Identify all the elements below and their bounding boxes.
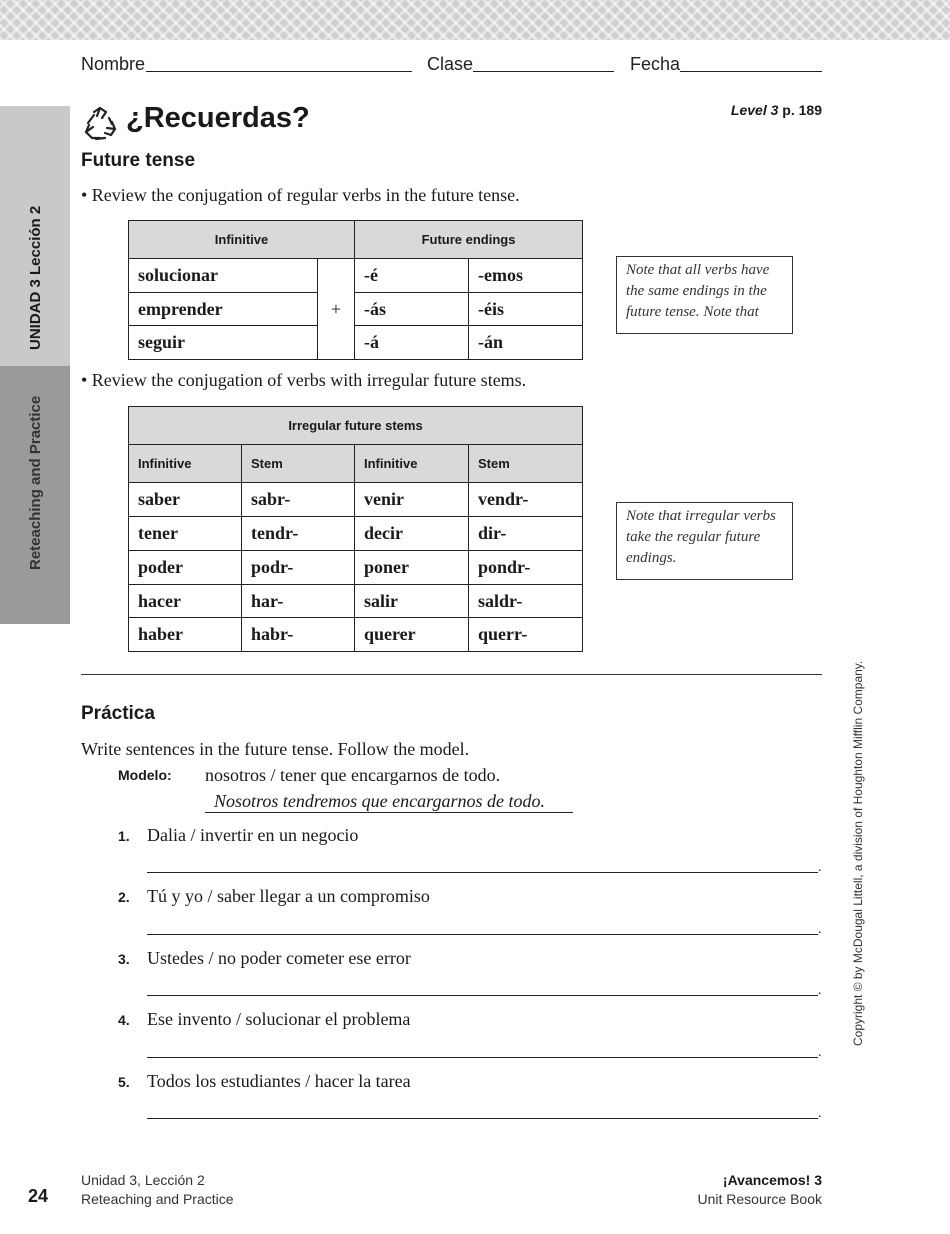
side-tab-unit-label: UNIDAD 3 Lección 2 (27, 205, 44, 350)
regular-endings-table (128, 220, 583, 360)
ending-cell: -ás (355, 293, 469, 326)
col-stem-2: Stem (469, 445, 583, 483)
verb-cell: seguir (129, 326, 318, 360)
col-stem: Stem (242, 445, 355, 483)
footer-right-line1: ¡Avancemos! 3 (722, 1172, 822, 1188)
exercise-number: 3. (118, 951, 130, 967)
answer-line-4[interactable] (147, 1057, 818, 1058)
modelo-prompt: nosotros / tener que encargarnos de todo. (205, 765, 501, 785)
col-infinitive: Infinitive (129, 445, 242, 483)
modelo-answer: Nosotros tendremos que encargarnos de todo. (205, 791, 573, 813)
page-number: 24 (28, 1186, 49, 1206)
level-reference (731, 102, 822, 118)
stem-cell: dir- (469, 517, 583, 551)
practica-heading: Práctica (81, 703, 155, 724)
answer-line-5[interactable] (147, 1118, 818, 1119)
ending-cell: -éis (469, 293, 583, 326)
modelo-label: Modelo: (118, 767, 172, 783)
ending-cell: -emos (469, 259, 583, 293)
stem-cell: vendr- (469, 483, 583, 517)
ending-cell: -á (355, 326, 469, 360)
clase-label: Clase (427, 54, 474, 74)
exercise-number: 2. (118, 889, 130, 905)
infinitive-cell: haber (129, 618, 242, 652)
decorative-top-band (0, 0, 950, 40)
stem-cell: pondr- (469, 551, 583, 585)
ending-cell: -án (469, 326, 583, 360)
stem-cell: saldr- (469, 585, 583, 618)
stem-cell: tendr- (242, 517, 355, 551)
stem-cell: podr- (242, 551, 355, 585)
infinitive-cell: decir (355, 517, 469, 551)
side-tab-section-label: Reteaching and Practice (27, 395, 44, 570)
exercise-number: 4. (118, 1012, 130, 1028)
nombre-label: Nombre (81, 54, 146, 74)
col-header-infinitive: Infinitive (129, 221, 355, 259)
infinitive-cell: tener (129, 517, 242, 551)
exercise-number: 1. (118, 828, 130, 844)
fecha-label: Fecha (630, 54, 681, 74)
future-tense-heading: Future tense (81, 150, 196, 171)
bullet-irregular-stems: • Review the conjugation of verbs with irregular future stems. (81, 370, 527, 390)
infinitive-cell: poner (355, 551, 469, 585)
footer-right-line2: Unit Resource Book (697, 1191, 822, 1207)
line-end-period: . (818, 922, 822, 937)
infinitive-cell: saber (129, 483, 242, 517)
recycle-icon (80, 104, 120, 144)
level-page: p. 189 (778, 102, 822, 118)
line-end-period: . (818, 860, 822, 875)
note-same-endings: Note that all verbs have the same endings in the future tense. Note that (616, 256, 793, 334)
line-end-period: . (818, 1045, 822, 1060)
fecha-field[interactable] (680, 71, 822, 72)
col-header-future-endings: Future endings (355, 221, 583, 259)
nombre-field[interactable] (146, 71, 412, 72)
note-irregular-verbs: Note that irregular verbs take the regular future endings. (616, 502, 793, 580)
answer-line-2[interactable] (147, 934, 818, 935)
level-label: Level 3 (730, 102, 779, 118)
stem-cell: sabr- (242, 483, 355, 517)
exercise-prompt: Ese invento / solucionar el problema (147, 1009, 411, 1029)
stem-cell: habr- (242, 618, 355, 652)
ending-cell: -é (355, 259, 469, 293)
footer-left-line2: Reteaching and Practice (81, 1191, 234, 1207)
stem-cell: har- (242, 585, 355, 618)
exercise-number: 5. (118, 1074, 130, 1090)
infinitive-cell: poder (129, 551, 242, 585)
exercise-prompt: Ustedes / no poder cometer ese error (147, 948, 411, 968)
infinitive-cell: salir (355, 585, 469, 618)
irregular-stems-table (128, 406, 583, 652)
infinitive-cell: venir (355, 483, 469, 517)
infinitive-cell: querer (355, 618, 469, 652)
clase-field[interactable] (473, 71, 614, 72)
exercise-prompt: Dalia / invertir en un negocio (147, 825, 359, 845)
line-end-period: . (818, 1106, 822, 1121)
exercise-prompt: Tú y yo / saber llegar a un compromiso (147, 886, 430, 906)
irregular-stems-title: Irregular future stems (129, 407, 583, 445)
verb-cell: emprender (129, 293, 318, 326)
side-tab-section (0, 366, 70, 624)
line-end-period: . (818, 983, 822, 998)
col-infinitive-2: Infinitive (355, 445, 469, 483)
practica-instructions: Write sentences in the future tense. Follow the model. (81, 739, 470, 759)
answer-line-1[interactable] (147, 872, 818, 873)
page-title: ¿Recuerdas? (126, 102, 310, 134)
exercise-prompt: Todos los estudiantes / hacer la tarea (147, 1071, 411, 1091)
plus-sign: + (318, 259, 355, 360)
infinitive-cell: hacer (129, 585, 242, 618)
answer-line-3[interactable] (147, 995, 818, 996)
stem-cell: querr- (469, 618, 583, 652)
side-tab-unit (0, 106, 70, 366)
footer-left-line1: Unidad 3, Lección 2 (81, 1172, 205, 1188)
section-divider (81, 674, 822, 675)
verb-cell: solucionar (129, 259, 318, 293)
bullet-regular-verbs: • Review the conjugation of regular verbs in the future tense. (81, 185, 520, 205)
copyright-notice: Copyright © by McDougal Littell, a division of Houghton Mifflin Company. (851, 660, 865, 1046)
